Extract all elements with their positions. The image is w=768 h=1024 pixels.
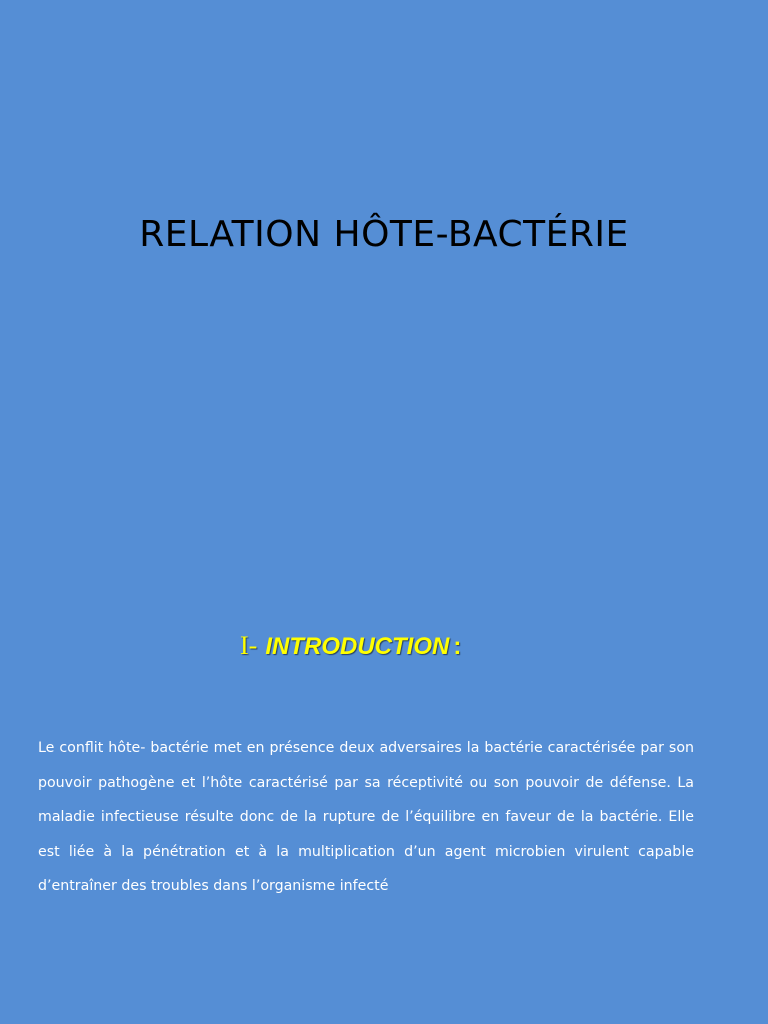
section-numeral: I- [240, 631, 258, 660]
slide-title: RELATION HÔTE-BACTÉRIE [139, 214, 629, 255]
section-label: INTRODUCTION [265, 633, 450, 660]
section-colon: : [453, 633, 462, 660]
section-heading [240, 630, 461, 661]
intro-paragraph: Le conflit hôte- bactérie met en présence deux adversaires la bactérie caractérisée par son pouvoir pathogène et l’hôte caractérisé par sa réceptivité ou son pouvoir de défense. La maladie infectieuse résulte donc de la rupture de l’équilibre en faveur de la bactérie. Elle est liée à la pénétration et à la multiplication d’un agent microbien virulent capable d’entraîner des troubles dans l’organisme infecté [38, 740, 694, 894]
